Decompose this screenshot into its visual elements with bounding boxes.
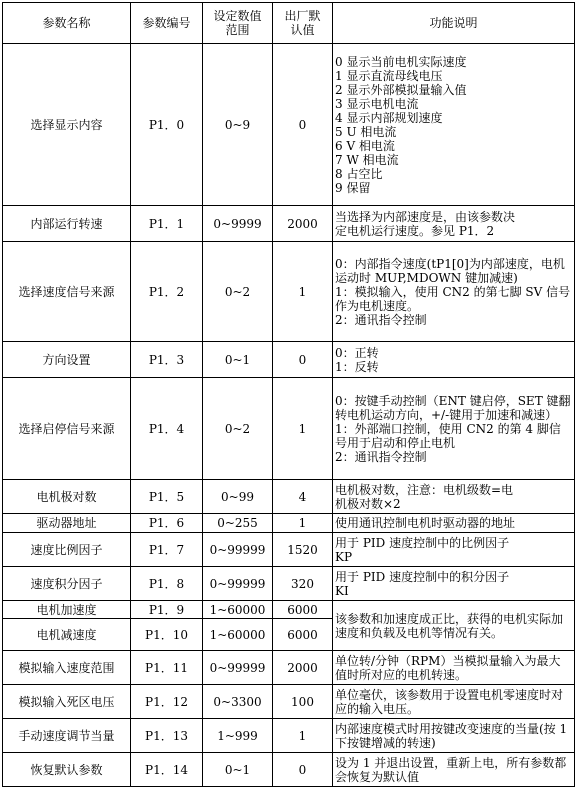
- param-default: 0: [273, 342, 333, 378]
- param-default: 2000: [273, 651, 333, 685]
- param-code: P1．2: [131, 242, 203, 342]
- param-desc: 单位毫伏，该参数用于设置电机零速度时对应的输入电压。: [333, 685, 575, 719]
- table-row: [3, 378, 575, 480]
- param-desc: 内部速度模式时用按键改变速度的当量(按 1 下按键增减的转速): [333, 719, 575, 753]
- param-name: 电机减速度: [3, 619, 131, 651]
- param-default: 6000: [273, 601, 333, 619]
- param-desc: 0：正转 1：反转: [333, 342, 575, 378]
- param-default: 1: [273, 242, 333, 342]
- param-name: 手动速度调节当量: [3, 719, 131, 753]
- param-code: P1．13: [131, 719, 203, 753]
- param-name: 恢复默认参数: [3, 753, 131, 787]
- table-row: [3, 514, 575, 533]
- header-param-default: 出厂默 认值: [273, 3, 333, 44]
- param-code: P1．5: [131, 480, 203, 514]
- param-name: 模拟输入死区电压: [3, 685, 131, 719]
- param-code: P1．10: [131, 619, 203, 651]
- param-default: 0: [273, 753, 333, 787]
- param-desc: 单位转/分钟（RPM）当模拟量输入为最大值时所对应的电机转速。: [333, 651, 575, 685]
- param-default: 100: [273, 685, 333, 719]
- table-row: [3, 44, 575, 206]
- table-row: [3, 533, 575, 567]
- param-code: P1．6: [131, 514, 203, 533]
- table-row: [3, 342, 575, 378]
- param-desc: 用于 PID 速度控制中的比例因子 KP: [333, 533, 575, 567]
- param-name: 电机极对数: [3, 480, 131, 514]
- header-param-range: 设定数值 范围: [203, 3, 273, 44]
- param-code: P1．4: [131, 378, 203, 480]
- param-desc: 该参数和加速度成正比，获得的电机实际加速度和负载及电机等情况有关。: [333, 601, 575, 651]
- table-row: [3, 567, 575, 601]
- header-row: [3, 3, 575, 44]
- param-desc: 使用通讯控制电机时驱动器的地址: [333, 514, 575, 533]
- parameter-table: [2, 2, 575, 787]
- param-name: 驱动器地址: [3, 514, 131, 533]
- param-code: P1．9: [131, 601, 203, 619]
- param-desc: 用于 PID 速度控制中的积分因子 KI: [333, 567, 575, 601]
- param-default: 2000: [273, 206, 333, 242]
- param-desc: 电机极对数，注意：电机级数=电 机极对数×2: [333, 480, 575, 514]
- param-range: 0~99999: [203, 651, 273, 685]
- table-row: [3, 242, 575, 342]
- param-name: 内部运行转速: [3, 206, 131, 242]
- param-range: 0~1: [203, 342, 273, 378]
- header-param-name: 参数名称: [3, 3, 131, 44]
- param-default: 1: [273, 719, 333, 753]
- param-range: 1~60000: [203, 619, 273, 651]
- param-code: P1．1: [131, 206, 203, 242]
- param-name: 选择显示内容: [3, 44, 131, 206]
- header-param-code: 参数编号: [131, 3, 203, 44]
- table-row: [3, 719, 575, 753]
- param-default: 1: [273, 514, 333, 533]
- param-range: 1~999: [203, 719, 273, 753]
- param-range: 0~9: [203, 44, 273, 206]
- param-range: 0~2: [203, 242, 273, 342]
- param-range: 0~99: [203, 480, 273, 514]
- table-row: [3, 601, 575, 619]
- param-name: 速度积分因子: [3, 567, 131, 601]
- table-row: [3, 480, 575, 514]
- param-name: 方向设置: [3, 342, 131, 378]
- param-desc: 当选择为内部速度是，由该参数决 定电机运行速度。参见 P1．2: [333, 206, 575, 242]
- param-range: 0~9999: [203, 206, 273, 242]
- param-code: P1．0: [131, 44, 203, 206]
- param-name: 电机加速度: [3, 601, 131, 619]
- param-name: 速度比例因子: [3, 533, 131, 567]
- param-range: 0~99999: [203, 567, 273, 601]
- table-row: [3, 206, 575, 242]
- param-desc: 0：内部指令速度(tP1[0]为内部速度，电机运动时 MUP,MDOWN 键加减速) 1：模拟输入，使用 CN2 的第七脚 SV 信号作为电机速度。 2：通讯指令控制: [333, 242, 575, 342]
- param-default: 6000: [273, 619, 333, 651]
- param-default: 0: [273, 44, 333, 206]
- param-name: 模拟输入速度范围: [3, 651, 131, 685]
- param-range: 0~255: [203, 514, 273, 533]
- param-desc: 设为 1 并退出设置，重新上电，所有参数都会恢复为默认值: [333, 753, 575, 787]
- param-code: P1．14: [131, 753, 203, 787]
- param-name: 选择速度信号来源: [3, 242, 131, 342]
- param-range: 0~99999: [203, 533, 273, 567]
- param-range: 0~2: [203, 378, 273, 480]
- param-range: 1~60000: [203, 601, 273, 619]
- param-desc: 0：按键手动控制（ENT 键启停，SET 键翻转电机运动方向，+/-键用于加速和减速） 1：外部端口控制，使用 CN2 的第 4 脚信号用于启动和停止电机 2：通讯指令控制: [333, 378, 575, 480]
- table-row: [3, 753, 575, 787]
- table-row: [3, 685, 575, 719]
- param-code: P1．8: [131, 567, 203, 601]
- param-default: 1: [273, 378, 333, 480]
- header-param-desc: 功能说明: [333, 3, 575, 44]
- param-code: P1．12: [131, 685, 203, 719]
- param-code: P1．3: [131, 342, 203, 378]
- table-row: [3, 651, 575, 685]
- param-code: P1．7: [131, 533, 203, 567]
- param-default: 1520: [273, 533, 333, 567]
- param-desc: 0 显示当前电机实际速度 1 显示直流母线电压 2 显示外部模拟量输入值 3 显示电机电流 4 显示内部规划速度 5 U 相电流 6 V 相电流 7 W 相电流 8 占空比 9 保留: [333, 44, 575, 206]
- param-range: 0~3300: [203, 685, 273, 719]
- param-name: 选择启停信号来源: [3, 378, 131, 480]
- param-default: 4: [273, 480, 333, 514]
- param-default: 320: [273, 567, 333, 601]
- param-code: P1．11: [131, 651, 203, 685]
- param-range: 0~1: [203, 753, 273, 787]
